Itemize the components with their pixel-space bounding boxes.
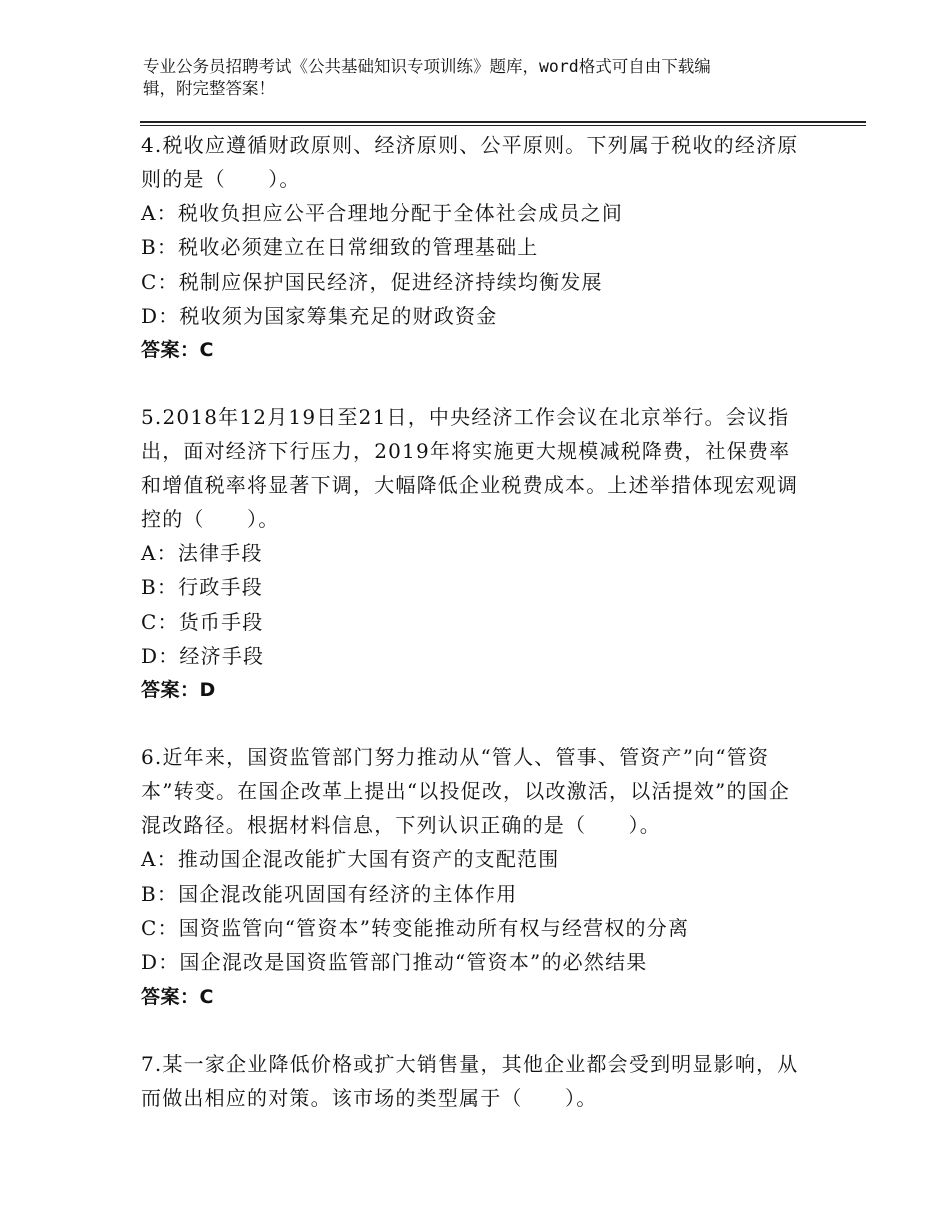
option-d: D：税收须为国家筹集充足的财政资金 <box>141 303 498 328</box>
question-list <box>141 128 809 1115</box>
header-line-1: 专业公务员招聘考试《公共基础知识专项训练》题库，word格式可自由下载编 <box>143 57 711 76</box>
answer-label: 答案：D <box>141 679 216 702</box>
option-a: A：税收负担应公平合理地分配于全体社会成员之间 <box>141 201 624 225</box>
option-c: C：国资监管向“管资本”转变能推动所有权与经营权的分离 <box>141 915 690 940</box>
option-c: C：货币手段 <box>141 609 264 634</box>
question-stem: 7.某一家企业降低价格或扩大销售量，其他企业都会受到明显影响，从而做出相应的对策。该市场的类型属于（ ）。 <box>141 1051 799 1110</box>
question-stem: 5.2018年12月19日至21日，中央经济工作会议在北京举行。会议指出，面对经济下行压力，2019年将实施更大规模减税降费，社保费率和增值税率将显著下调，大幅降低企业税费成本。上述举措体现宏观调控的（ ）。 <box>141 405 799 532</box>
option-a: A：推动国企混改能扩大国有资产的支配范围 <box>141 847 560 872</box>
question-spacer <box>141 1014 809 1047</box>
question-stem: 6.近年来，国资监管部门努力推动从“管人、管事、管资产”向“管资本”转变。在国企改革上提出“以投促改，以改激活，以活提效”的国企混改路径。根据材料信息，下列认识正确的是（ ）。 <box>141 745 791 838</box>
question-spacer <box>141 707 809 740</box>
option-d: D：国企混改是国资监管部门推动“管资本”的必然结果 <box>141 950 648 975</box>
option-d: D：经济手段 <box>141 644 265 669</box>
question-7 <box>141 1047 809 1115</box>
question-4 <box>141 128 809 367</box>
question-spacer <box>141 367 809 400</box>
answer-label: 答案：C <box>141 985 214 1008</box>
option-b: B：税收必须建立在日常细致的管理基础上 <box>141 235 539 260</box>
option-a: A：法律手段 <box>141 541 263 566</box>
option-b: B：国企混改能巩固国有经济的主体作用 <box>141 881 518 906</box>
question-stem: 4.税收应遵循财政原则、经济原则、公平原则。下列属于税收的经济原则的是（ ）。 <box>141 133 799 191</box>
answer-label: 答案：C <box>141 339 214 362</box>
question-5 <box>141 400 809 707</box>
document-header <box>143 56 803 100</box>
header-line-2: 辑，附完整答案！ <box>143 79 275 98</box>
header-divider-thin <box>140 125 866 126</box>
header-divider-thick <box>140 121 866 123</box>
option-b: B：行政手段 <box>141 575 263 600</box>
question-6 <box>141 740 809 1013</box>
option-c: C：税制应保护国民经济，促进经济持续均衡发展 <box>141 269 603 294</box>
